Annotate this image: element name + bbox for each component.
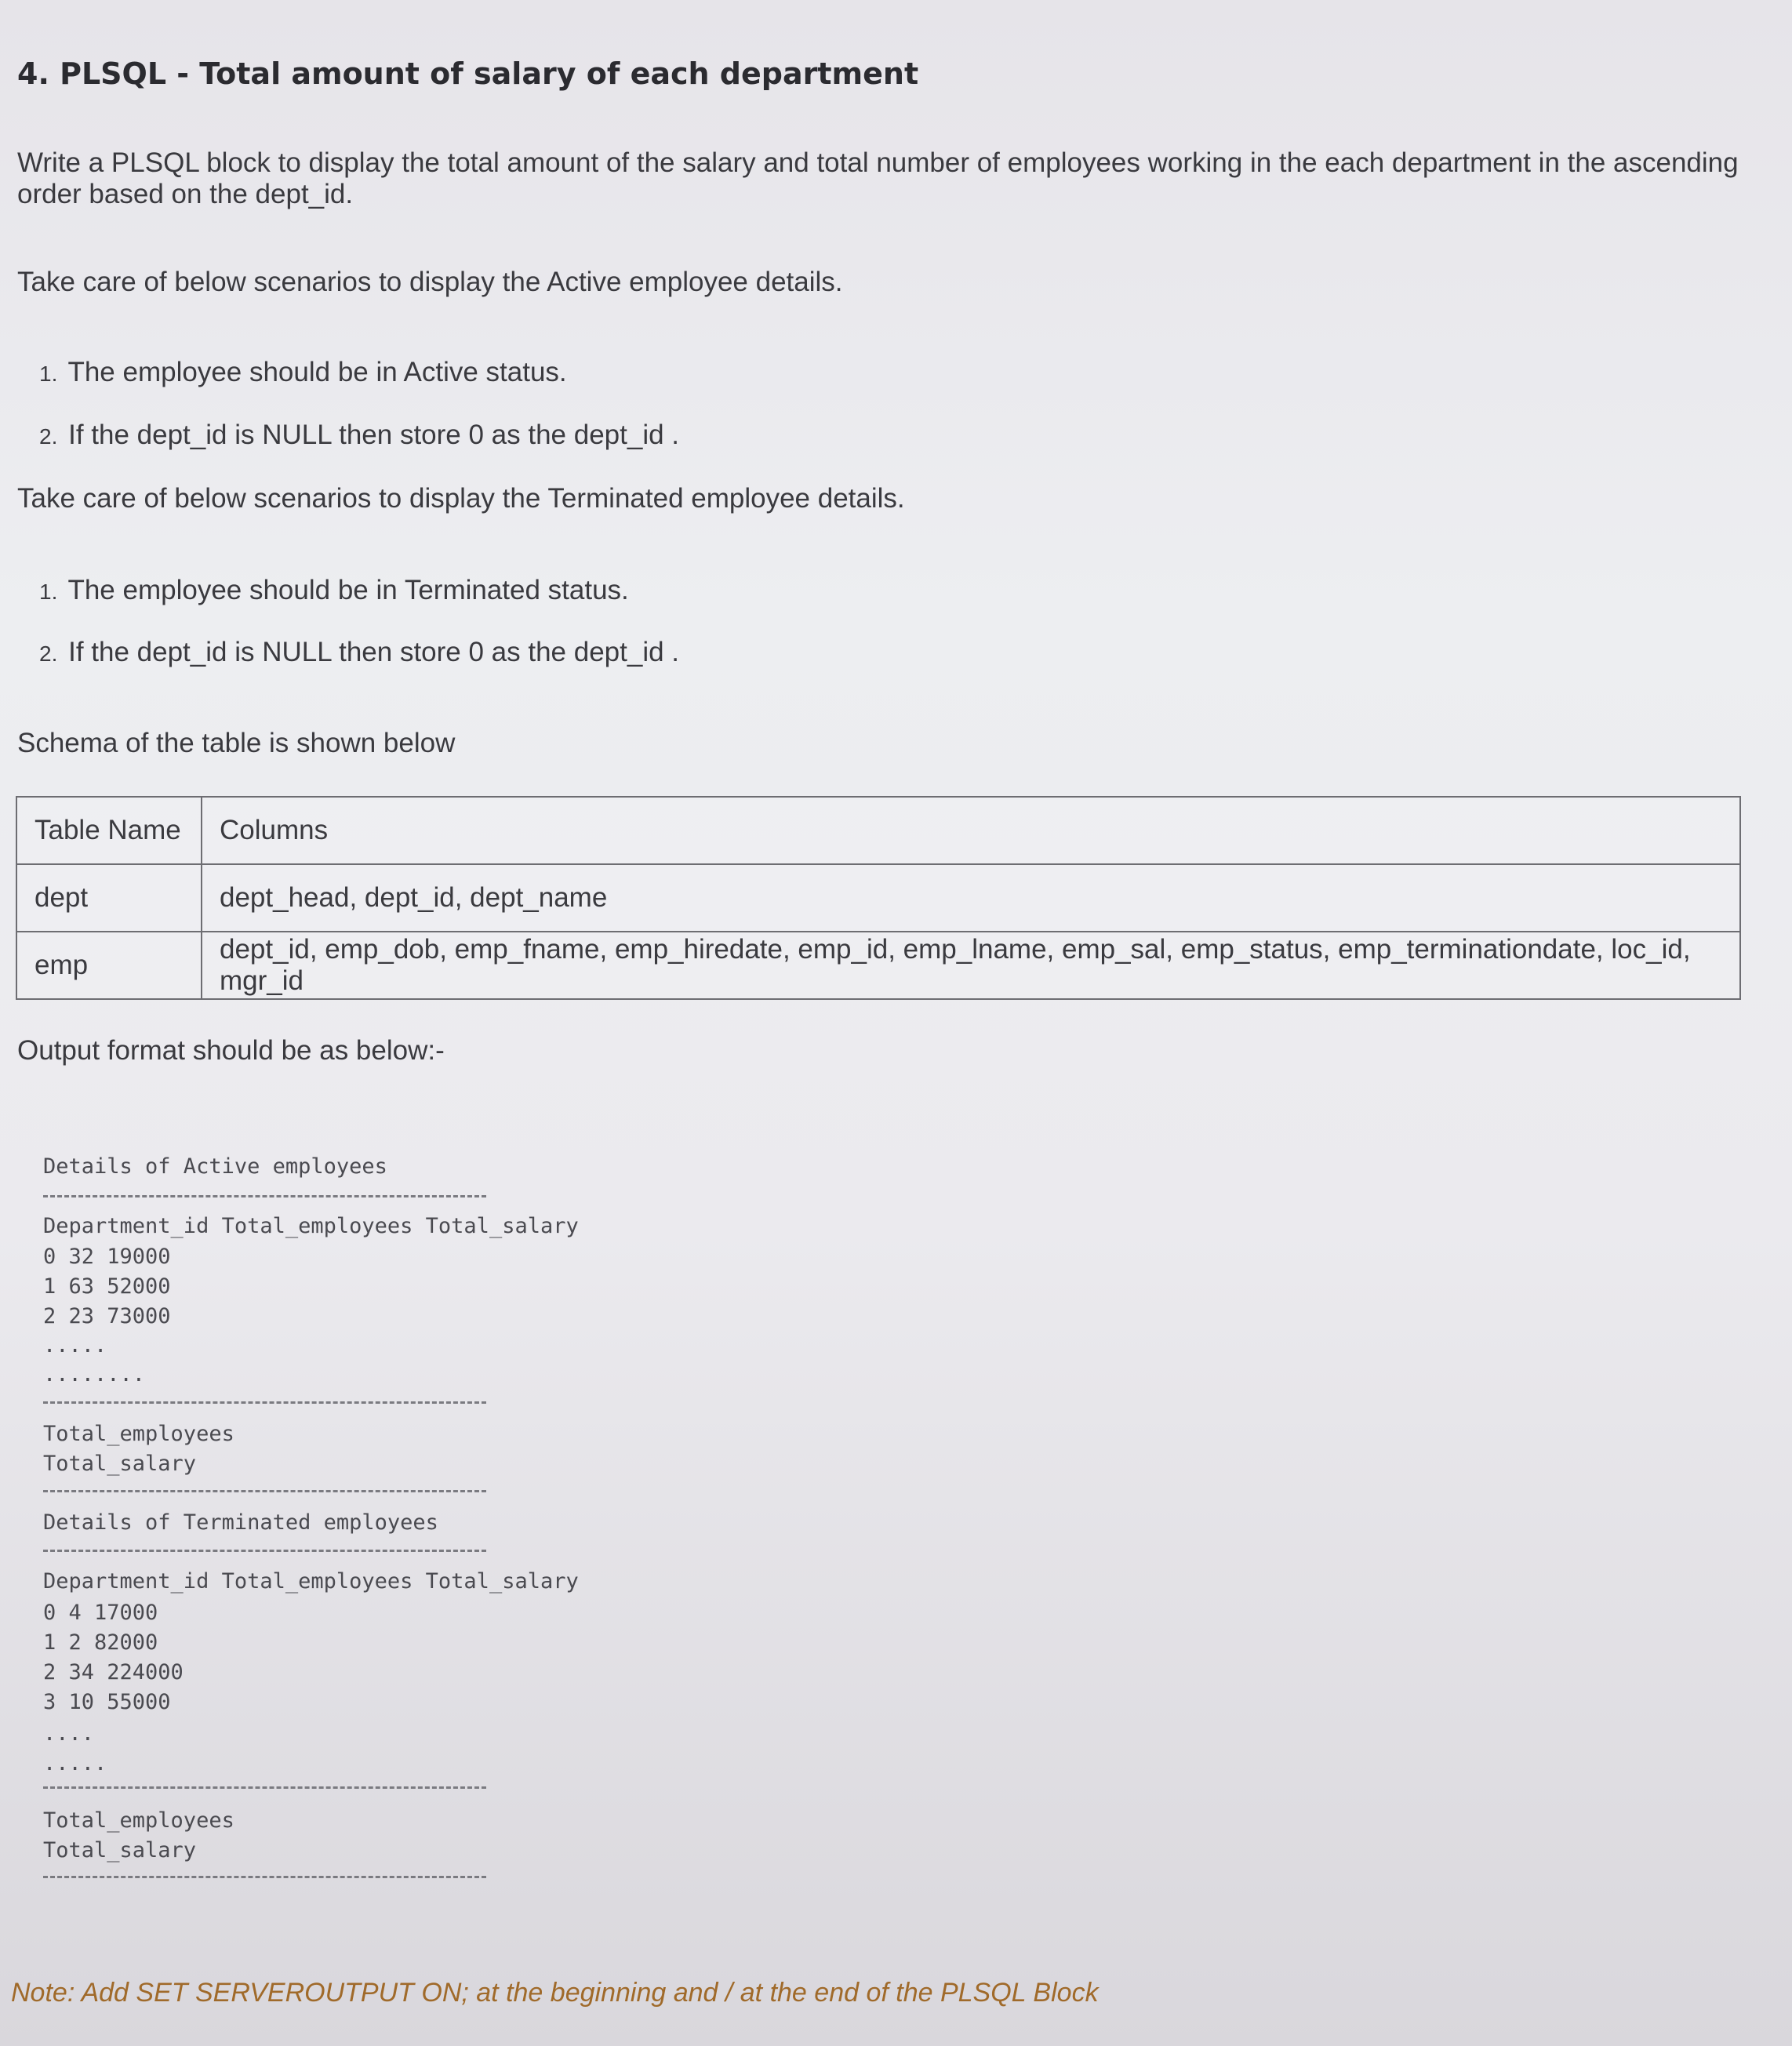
table-cell: dept_id, emp_dob, emp_fname, emp_hiredate, emp_id, emp_lname, emp_sal, emp_status, emp_terminationdate, loc_id, mgr_id — [202, 932, 1740, 999]
terminated-scenario-item — [39, 575, 629, 606]
table-cell: dept_head, dept_id, dept_name — [202, 864, 1740, 932]
active-scenario-item — [39, 420, 679, 451]
list-number: 2. — [39, 424, 58, 449]
table-row — [16, 932, 1740, 999]
output-total-salary: Total_salary — [43, 1452, 197, 1476]
output-row: 2 34 224000 — [43, 1660, 184, 1684]
separator-line — [43, 1195, 486, 1197]
terminated-scenarios-heading: Take care of below scenarios to display the Terminated employee details. — [17, 483, 905, 514]
output-row: 2 23 73000 — [43, 1304, 171, 1328]
list-text: If the dept_id is NULL then store 0 as the dept_id . — [68, 637, 680, 667]
output-ellipsis: ..... — [43, 1333, 107, 1357]
separator-line — [43, 1876, 486, 1878]
table-cell: emp — [16, 932, 202, 999]
schema-table — [16, 796, 1741, 1000]
schema-caption: Schema of the table is shown below — [17, 728, 456, 758]
table-cell: dept — [16, 864, 202, 932]
output-total-salary: Total_salary — [43, 1838, 197, 1862]
table-header-cell: Columns — [202, 797, 1740, 864]
active-scenario-item — [39, 357, 567, 388]
output-ellipsis: ..... — [43, 1751, 107, 1775]
output-total-employees: Total_employees — [43, 1422, 234, 1446]
table-header-cell: Table Name — [16, 797, 202, 864]
separator-line — [43, 1490, 486, 1492]
note-text: Note: Add SET SERVEROUTPUT ON; at the beginning and / at the end of the PLSQL Block — [11, 1978, 1099, 2008]
output-row: 3 10 55000 — [43, 1690, 171, 1714]
output-columns-line: Department_id Total_employees Total_salary — [43, 1569, 579, 1594]
active-scenarios-heading: Take care of below scenarios to display the Active employee details. — [17, 267, 843, 297]
list-text: The employee should be in Terminated status. — [67, 575, 629, 605]
separator-line — [43, 1550, 486, 1552]
terminated-output-title: Details of Terminated employees — [43, 1510, 438, 1535]
output-row: 1 63 52000 — [43, 1274, 171, 1299]
output-row: 0 32 19000 — [43, 1245, 171, 1269]
output-row: 1 2 82000 — [43, 1630, 158, 1655]
question-description: Write a PLSQL block to display the total amount of the salary and total number of employees working in the each department in the ascending order based on the dept_id. — [17, 147, 1739, 209]
output-total-employees: Total_employees — [43, 1808, 234, 1833]
output-caption: Output format should be as below:- — [17, 1035, 445, 1066]
output-ellipsis: .... — [43, 1721, 95, 1746]
output-ellipsis: ........ — [43, 1362, 146, 1386]
separator-line — [43, 1786, 486, 1789]
output-columns-line: Department_id Total_employees Total_salary — [43, 1214, 579, 1238]
list-number: 1. — [39, 580, 58, 604]
list-text: If the dept_id is NULL then store 0 as the dept_id . — [68, 420, 680, 450]
output-row: 0 4 17000 — [43, 1601, 158, 1625]
table-header-row — [16, 797, 1740, 864]
terminated-scenario-item — [39, 637, 679, 668]
list-number: 2. — [39, 641, 58, 666]
list-text: The employee should be in Active status. — [67, 357, 567, 387]
separator-line — [43, 1401, 486, 1404]
question-title: 4. PLSQL - Total amount of salary of each department — [17, 56, 919, 91]
list-number: 1. — [39, 362, 58, 386]
active-output-title: Details of Active employees — [43, 1154, 387, 1179]
table-row — [16, 864, 1740, 932]
